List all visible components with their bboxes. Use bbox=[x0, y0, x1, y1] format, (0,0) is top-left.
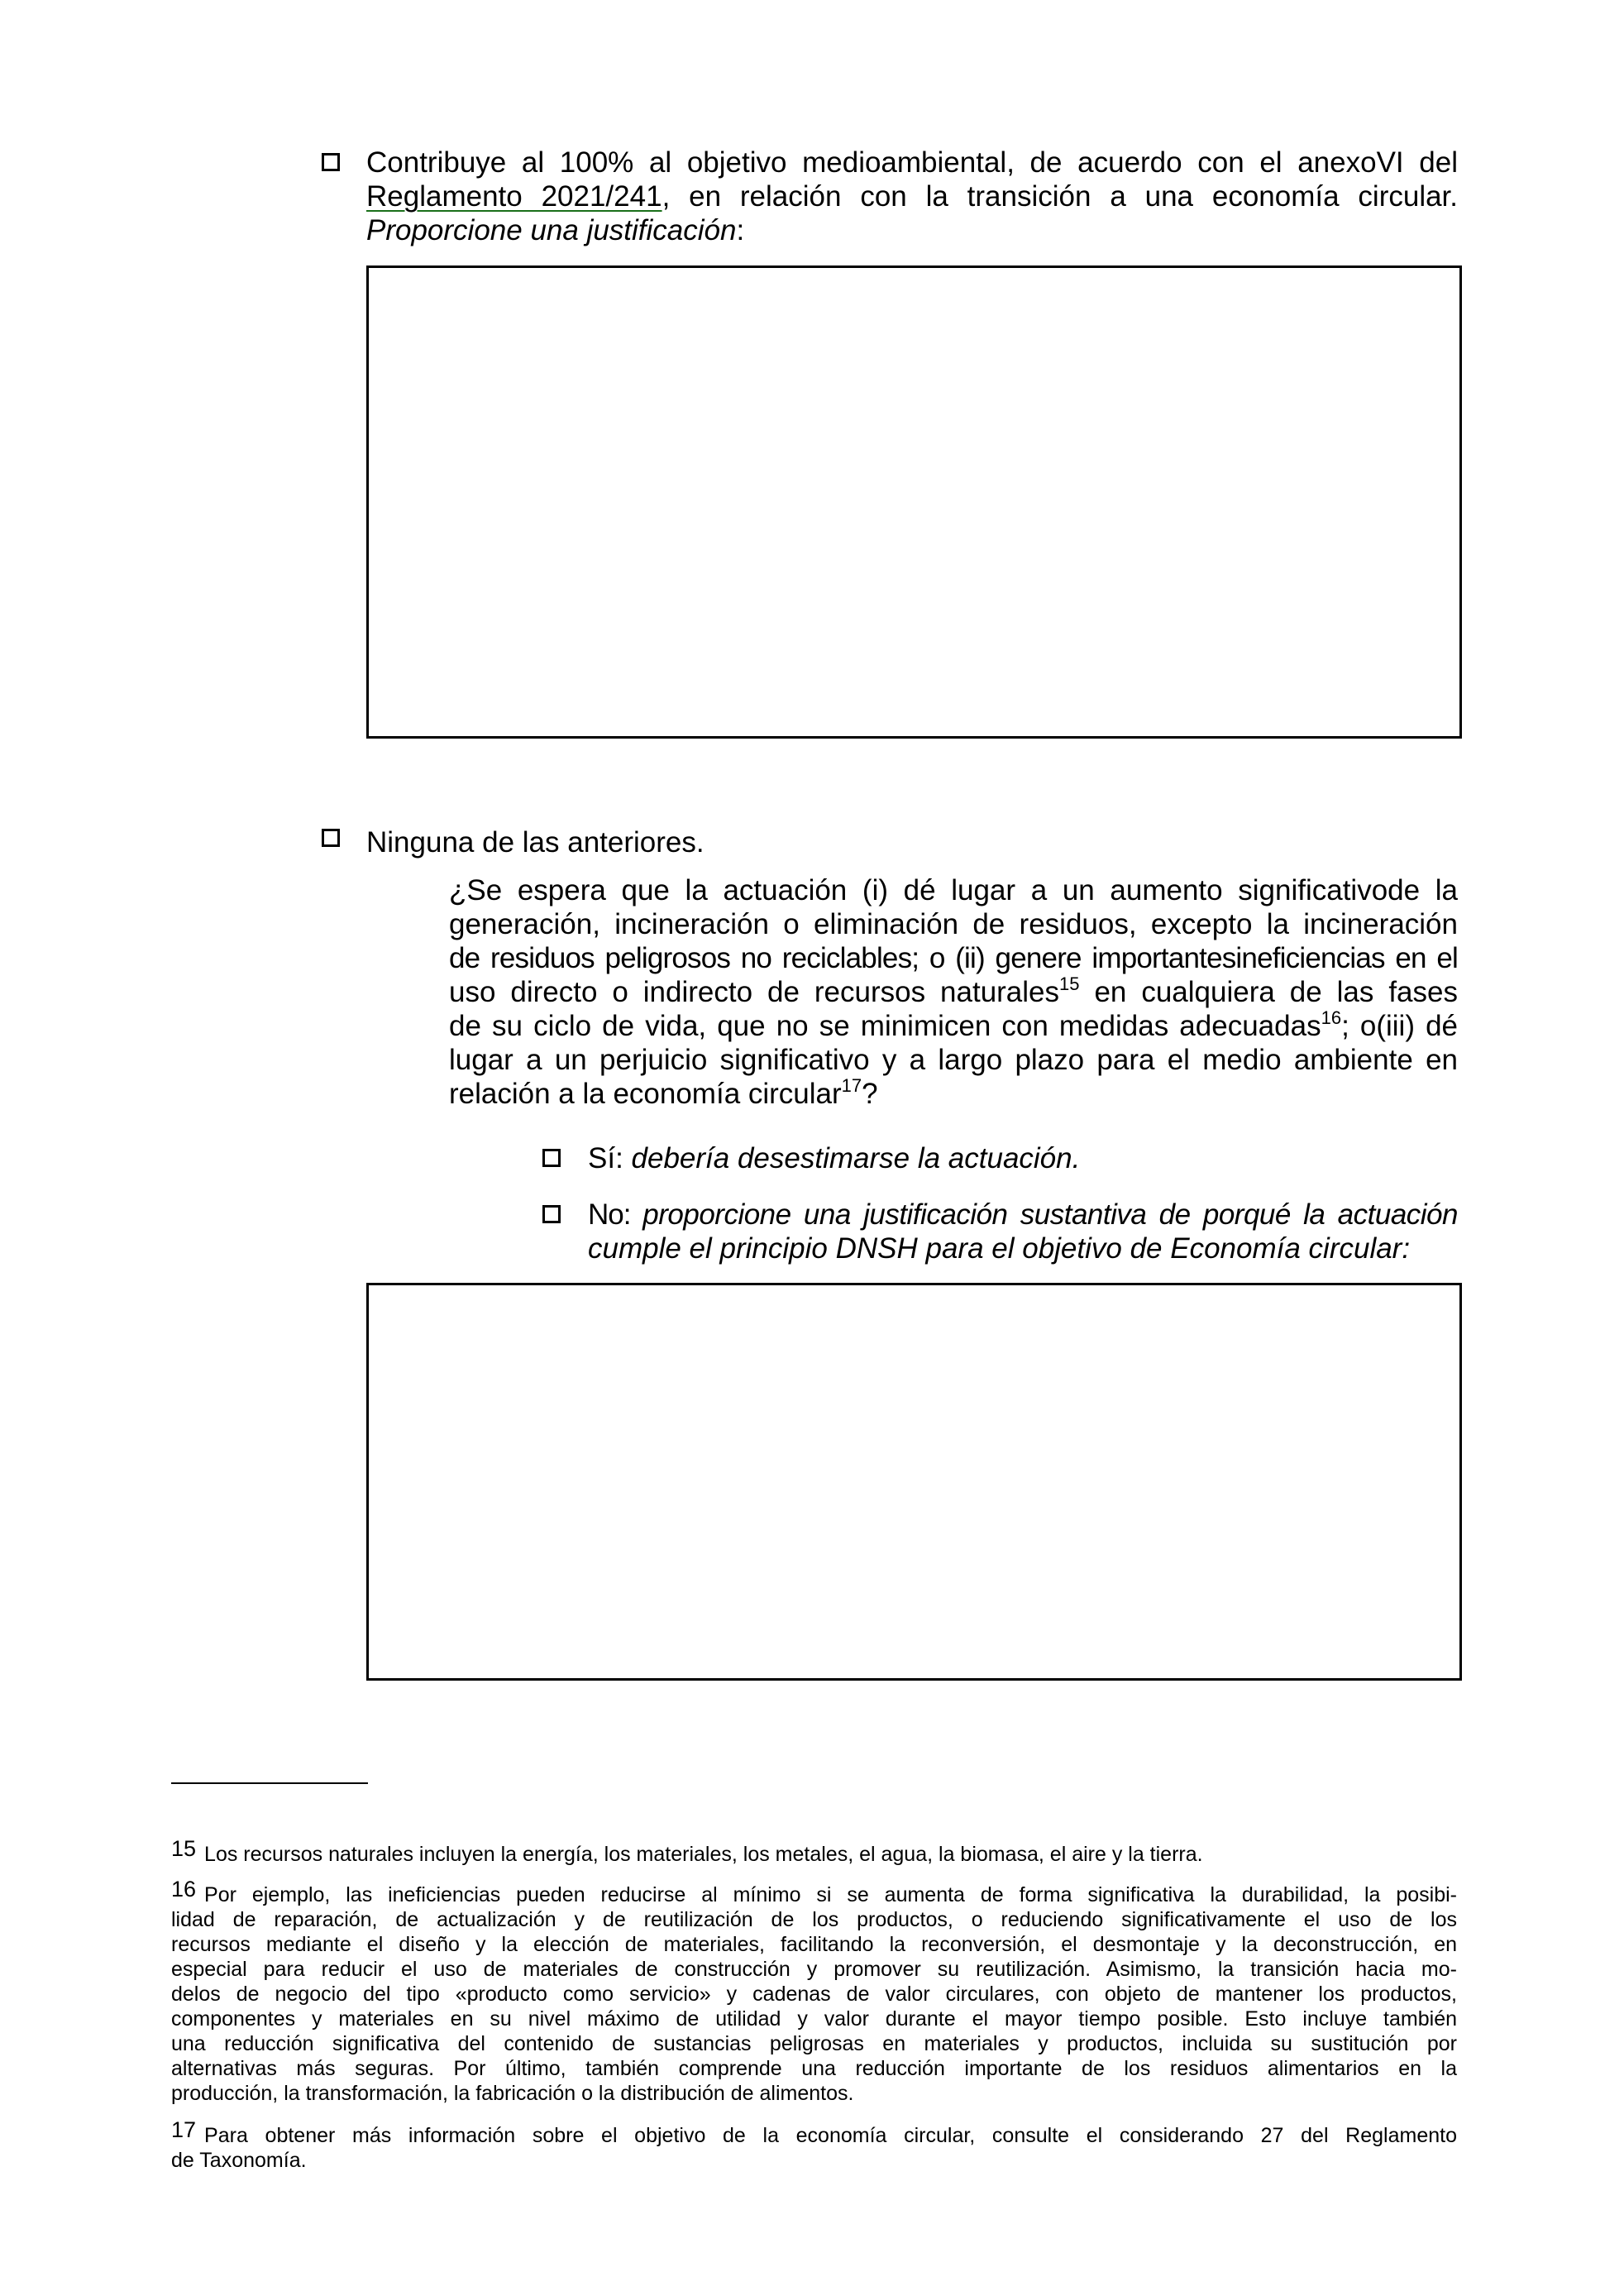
footnote-17 bbox=[171, 2117, 1457, 2173]
footnote-ref-17[interactable]: 17 bbox=[841, 1075, 862, 1096]
question-line6: lugar a un perjuicio significativo y a largo plazo para el medio ambiente en bbox=[449, 1044, 1458, 1076]
regulation-link[interactable]: Reglamento 2021/241 bbox=[366, 180, 662, 213]
question-line1: ¿Se espera que la actuación (i) dé lugar a un aumento significativode la bbox=[449, 874, 1458, 906]
footnote-15-number: 15 bbox=[171, 1836, 197, 1861]
option-no-prefix: No: bbox=[588, 1198, 643, 1231]
footnote-16-line1 bbox=[171, 1877, 1457, 1907]
footnote-16-line6: componentes y materiales en su nivel máximo de utilidad y valor durante el mayor tiempo posible. Esto incluye también bbox=[171, 2007, 1457, 2031]
question-line7-a: relación a la economía circular bbox=[449, 1078, 842, 1110]
question-line7 bbox=[449, 1077, 1458, 1111]
option-si-prefix: Sí: bbox=[588, 1142, 632, 1174]
question-line5-a: de su ciclo de vida, que no se minimicen con medidas adecuadas bbox=[449, 1010, 1321, 1042]
option-si-label bbox=[588, 1141, 1080, 1175]
footnote-16-number: 16 bbox=[171, 1877, 197, 1901]
footnote-15-text: Los recursos naturales incluyen la energía, los materiales, los metales, el agua, la biomasa, el aire y la tierra. bbox=[204, 1843, 1203, 1866]
footnote-ref-15[interactable]: 15 bbox=[1059, 973, 1080, 994]
section1-line1: Contribuye al 100% al objetivo medioambiental, de acuerdo con el anexoVI del bbox=[366, 146, 1458, 179]
footnote-16-line9: producción, la transformación, la fabricación o la distribución de alimentos. bbox=[171, 2082, 854, 2105]
footnote-16-line2: lidad de reparación, de actualización y de reutilización de los productos, o reduciendo significativamente el uso de los bbox=[171, 1908, 1457, 1931]
justification-textbox-1[interactable] bbox=[366, 265, 1462, 739]
footnote-16-line3: recursos mediante el diseño y la elección de materiales, facilitando la reconversión, el desmontaje y la deconstrucción, en bbox=[171, 1933, 1457, 1956]
question-line4-b: en cualquiera de las fases bbox=[1079, 976, 1458, 1008]
option-si-text: debería desestimarse la actuación. bbox=[631, 1142, 1081, 1174]
section1-line3 bbox=[366, 213, 1458, 247]
question-line4 bbox=[449, 975, 1458, 1009]
footnote-16-text-1: Por ejemplo, las ineficiencias pueden reducirse al mínimo si se aumenta de forma significativa la durabilidad, la posibi- bbox=[204, 1883, 1457, 1906]
question-line3: de residuos peligrosos no reciclables; o (ii) genere importantesineficiencias en el bbox=[449, 942, 1458, 974]
none-of-above-label bbox=[366, 825, 705, 859]
question-line5-b: ; o(iii) dé bbox=[1341, 1010, 1458, 1042]
footnote-15-line bbox=[171, 1836, 1457, 1867]
section1-line2 bbox=[366, 179, 1458, 213]
question-line5 bbox=[449, 1009, 1458, 1043]
justification-prompt: Proporcione una justificación bbox=[366, 214, 737, 246]
footnote-17-number: 17 bbox=[171, 2117, 197, 2142]
question-line4-a: uso directo o indirecto de recursos naturales bbox=[449, 976, 1060, 1008]
dnsh-question bbox=[449, 873, 1458, 1111]
option-no-line2: cumple el principio DNSH para el objetivo de Economía circular: bbox=[588, 1232, 1411, 1265]
footnote-separator bbox=[171, 1782, 368, 1784]
footnote-16-line4: especial para reducir el uso de materiales de construcción y promover su reutilización. Asimismo, la transición hacia mo- bbox=[171, 1958, 1457, 1981]
none-of-above-text: Ninguna de las anteriores. bbox=[366, 826, 705, 859]
footnote-17-line2: de Taxonomía. bbox=[171, 2149, 307, 2172]
option-no-text-1: proporcione una justificación sustantiva de porqué la actuación bbox=[642, 1198, 1458, 1231]
option-si-checkbox[interactable] bbox=[542, 1149, 561, 1167]
footnote-16-line8: alternativas más seguras. Por último, también comprende una reducción importante de los residuos alimentarios en la bbox=[171, 2057, 1457, 2080]
footnote-16-line5: delos de negocio del tipo «producto como servicio» y cadenas de valor circulares, con objeto de mantener los productos, bbox=[171, 1983, 1457, 2006]
justification-colon: : bbox=[736, 214, 745, 246]
justification-textbox-2[interactable] bbox=[366, 1283, 1462, 1681]
section1-line2-rest: , en relación con la transición a una economía circular. bbox=[662, 180, 1459, 213]
option-no-label bbox=[588, 1198, 1458, 1265]
footnote-17-text-1: Para obtener más información sobre el objetivo de la economía circular, consulte el considerando 27 del Reglamento bbox=[204, 2124, 1457, 2147]
circular-economy-100-checkbox[interactable] bbox=[322, 153, 340, 171]
option-no-line1 bbox=[588, 1198, 1458, 1232]
footnote-16-line7: una reducción significativa del contenido de sustancias peligrosas en materiales y productos, incluida su sustitución por bbox=[171, 2032, 1457, 2055]
footnote-17-line1 bbox=[171, 2117, 1457, 2148]
none-of-above-checkbox[interactable] bbox=[322, 829, 340, 847]
question-line2: generación, incineración o eliminación de residuos, excepto la incineración bbox=[449, 908, 1458, 940]
footnote-15 bbox=[171, 1836, 1457, 1867]
option-no-checkbox[interactable] bbox=[542, 1205, 561, 1223]
section1-text bbox=[366, 146, 1458, 247]
footnote-16 bbox=[171, 1877, 1457, 2106]
question-line7-b: ? bbox=[862, 1078, 878, 1110]
footnote-ref-16[interactable]: 16 bbox=[1321, 1007, 1342, 1028]
